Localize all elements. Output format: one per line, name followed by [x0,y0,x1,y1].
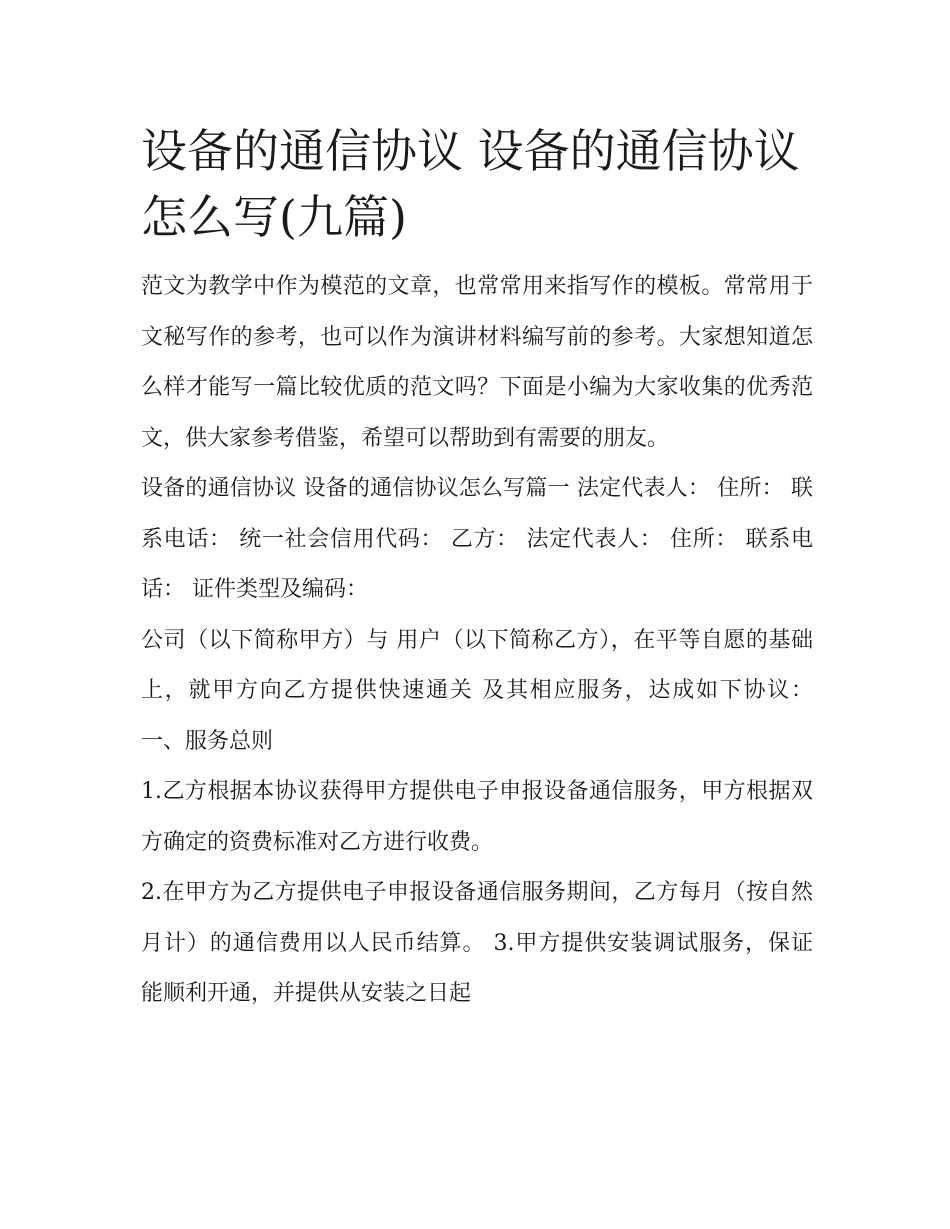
parties-paragraph: 设备的通信协议 设备的通信协议怎么写篇一 法定代表人： 住所： 联系电话： 统一社会信用代码： 乙方： 法定代表人： 住所： 联系电话： 证件类型及编码： [141,476,813,602]
intro-paragraph: 范文为教学中作为模范的文章，也常常用来指写作的模板。常常用于文秘写作的参考，也可以作为演讲材料编写前的参考。大家想知道怎么样才能写一篇比较优质的范文吗？下面是小编为大家收集的优秀范文，供大家参考借鉴，希望可以帮助到有需要的朋友。 [141,274,813,451]
document-title: 设备的通信协议 设备的通信协议怎么写(九篇) [141,124,800,244]
document-page [141,118,813,1020]
clause-1-paragraph: 1.乙方根据本协议获得甲方提供电子申报设备通信服务，甲方根据双方确定的资费标准对乙方进行收费。 [141,779,813,855]
agreement-paragraph: 公司（以下简称甲方）与 用户（以下简称乙方），在平等自愿的基础上，就甲方向乙方提供快速通关 及其相应服务，达成如下协议： 一、服务总则 [141,627,813,754]
clause-2-3-paragraph: 2.在甲方为乙方提供电子申报设备通信服务期间，乙方每月（按自然月计）的通信费用以人民币结算。 3.甲方提供安装调试服务，保证 能顺利开通，并提供从安装之日起 [141,880,813,1006]
